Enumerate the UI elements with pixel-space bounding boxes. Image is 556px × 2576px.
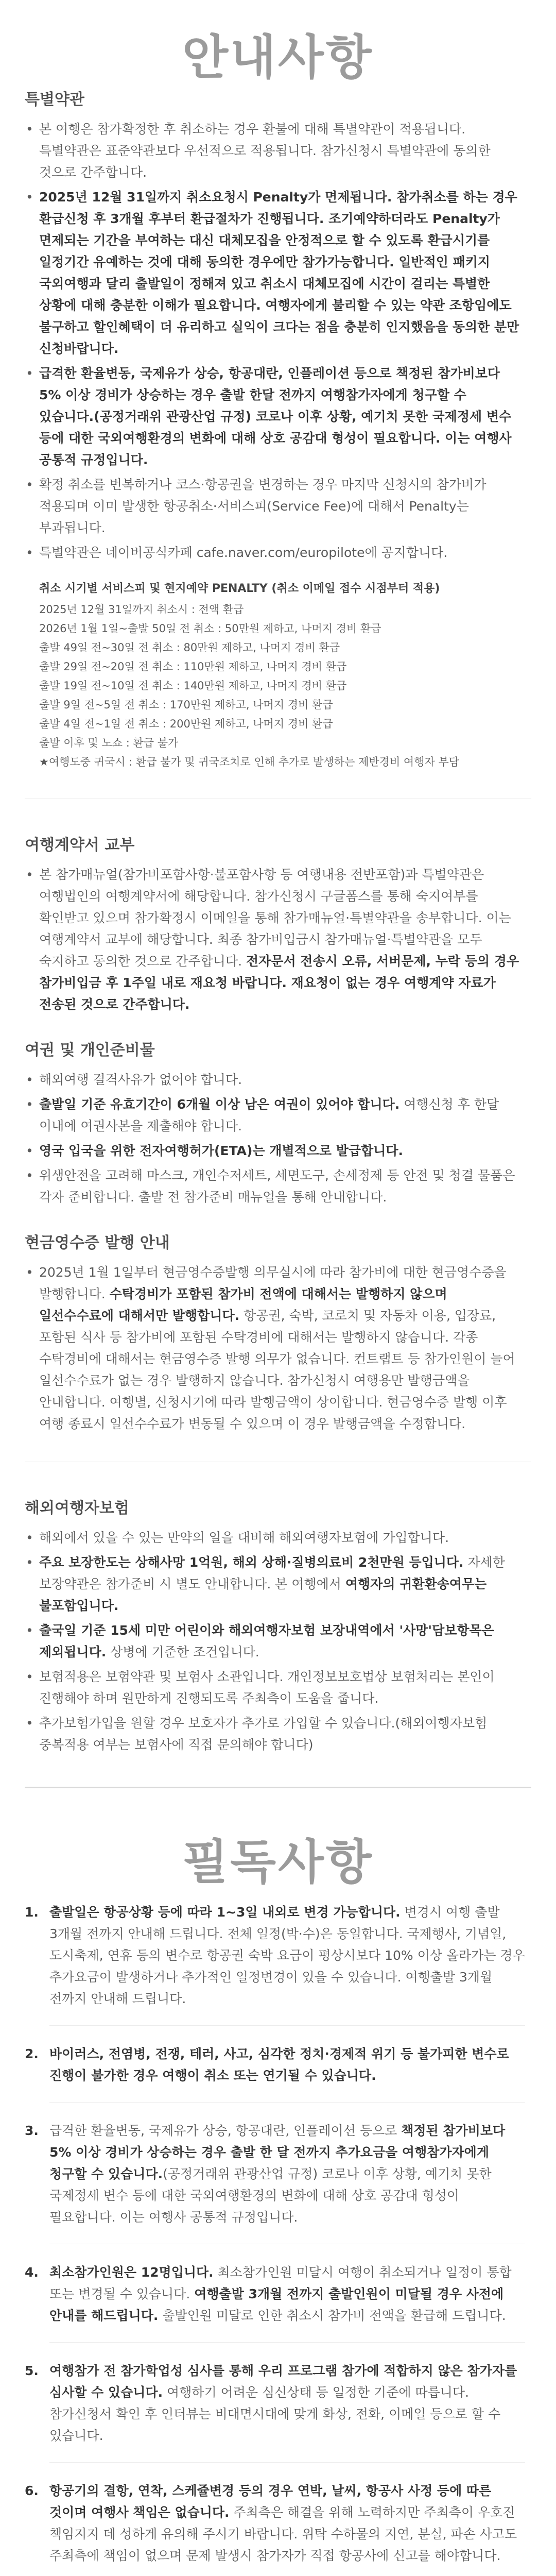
list-item: 4. 최소참가인원은 12명입니다. 최소참가인원 미달시 여행이 취소되거나 일정이 통합 또는 변경될 수 있습니다. 여행출발 3개월 전까지 출발인원이 미달될 경우 사전에 안내를 해드립니다. 출발인원 미달로 인한 취소시 참가비 전액을 환급해 드립니다.: [25, 2262, 525, 2343]
fee-row: 출발 9일 전~5일 전 취소 : 170만원 제하고, 나머지 경비 환급: [39, 699, 333, 711]
list-item: • 본 참가매뉴얼(참가비포함사항·불포함사항 등 여행내용 전반포함)과 특별약관은 여행법인의 여행계약서에 해당합니다. 참가신청시 구글폼스를 통해 숙지여부를 확인받고 있으며 참가확정시 이메일을 통해 참가매뉴얼·특별약관을 송부합니다. 이는 여행계약서 교부에 해당합니다. 최종 참가비입금시 참가매뉴얼·특별약관을 모두 숙지하고 동의한 것으로 간주합니다. 전자문서 전송시 오류, 서버문제, 누락 등의 경우 참가비입금 후 1주일 내로 재요청 바랍니다. 재요청이 없는 경우 여행계약 자료가 전송된 것으로 간주합니다.: [39, 864, 525, 1015]
insurance-section: [0, 1495, 556, 1756]
passport-section: [0, 1037, 556, 1208]
list-item: • 추가보험가입을 원할 경우 보호자가 추가로 가입할 수 있습니다.(해외여행자보험 중복적용 여부는 보험사에 직접 문의해야 합니다): [39, 1713, 525, 1756]
contract-list: [25, 864, 525, 1015]
fee-row: 출발 29일 전~20일 전 취소 : 110만원 제하고, 나머지 경비 환급: [39, 660, 347, 673]
special-terms-list: [25, 118, 525, 564]
required-list: [25, 1902, 525, 2576]
passport-heading: 여권 및 개인준비물: [25, 1041, 155, 1059]
fee-row: 2025년 12월 31일까지 취소시 : 전액 환급: [39, 603, 244, 616]
list-item: • 주요 보장한도는 상해사망 1억원, 해외 상해·질병의료비 2천만원 등입니다. 자세한 보장약관은 참가준비 시 별도 안내합니다. 본 여행에서 여행자의 귀환환송여무는 불포함입니다.: [39, 1552, 525, 1617]
item-divider: [49, 2462, 525, 2463]
list-item: • 확정 취소를 번복하거나 코스·항공권을 변경하는 경우 마지막 신청시의 참가비가 적용되며 이미 발생한 항공취소·서비스피(Service Fee)에 대해서 Penalty는 부과됩니다.: [39, 474, 525, 539]
list-item: • 해외에서 있을 수 있는 만약의 일을 대비해 해외여행자보험에 가입합니다.: [39, 1527, 525, 1549]
list-item: 1. 출발일은 항공상황 등에 따라 1~3일 내외로 변경 가능합니다. 변경시 여행 출발 3개월 전까지 안내해 드립니다. 전체 일정(박·수)은 동일합니다. 국제행사, 기념일, 도시축제, 연휴 등의 변수로 항공권 숙박 요금이 평상시보다 10% 이상 올라가는 경우 추가요금이 발생하거나 추가적인 일정변경이 있을 수 있습니다. 여행출발 3개월 전까지 안내해 드립니다.: [25, 1902, 525, 2026]
fee-row: 출발 이후 및 노쇼 : 환급 불가: [39, 737, 179, 749]
receipt-heading: 현금영수증 발행 안내: [25, 1234, 170, 1252]
list-item: • 해외여행 결격사유가 없어야 합니다.: [39, 1069, 525, 1091]
fee-row: 출발 19일 전~10일 전 취소 : 140만원 제하고, 나머지 경비 환급: [39, 680, 347, 692]
fee-row: 출발 4일 전~1일 전 취소 : 200만원 제하고, 나머지 경비 환급: [39, 718, 333, 730]
list-item: • 2025년 12월 31일까지 취소요청시 Penalty가 면제됩니다. 참가취소를 하는 경우 환급신청 후 3개월 후부터 환급절차가 진행됩니다. 조기예약하더라도 Penalty가 면제되는 기간을 부여하는 대신 대체모집을 안정적으로 할 수 있도록 환급시기를 일정기간 유예하는 것에 대해 동의한 경우에만 참가가능합니다. 일반적인 패키지 국외여행과 달리 출발일이 정해져 있고 취소시 대체모집에 시간이 걸리는 특별한 상황에 대해 충분한 이해가 필요합니다. 여행자에게 불리할 수 있는 약관 조항임에도 불구하고 할인혜택이 더 유리하고 실익이 크다는 점을 충분히 인지했음을 동의한 분만 신청바랍니다.: [39, 187, 525, 360]
item-divider: [49, 2102, 525, 2103]
receipt-section: [0, 1230, 556, 1435]
passport-list: [25, 1069, 525, 1208]
fee-row: 2026년 1월 1일~출발 50일 전 취소 : 50만원 제하고, 나머지 경비 환급: [39, 622, 381, 635]
fee-row: 출발 49일 전~30일 전 취소 : 80만원 제하고, 나머지 경비 환급: [39, 641, 340, 654]
fee-row: ★여행도중 귀국시 : 환급 불가 및 귀국조치로 인해 추가로 발생하는 제반경비 여행자 부담: [39, 756, 460, 768]
cancellation-fee-table: [25, 579, 525, 772]
list-item: • 출국일 기준 15세 미만 어린이와 해외여행자보험 보장내역에서 '사망'담보항목은 제외됩니다. 상병에 기준한 조건입니다.: [39, 1620, 525, 1663]
insurance-list: [25, 1527, 525, 1756]
list-item: • 출발일 기준 유효기간이 6개월 이상 남은 여권이 있어야 합니다. 여행신청 후 한달 이내에 여권사본을 제출해야 합니다.: [39, 1094, 525, 1137]
contract-section: [0, 832, 556, 1015]
item-divider: [49, 2342, 525, 2343]
list-item: • 보험적용은 보험약관 및 보험사 소관입니다. 개인정보보호법상 보험처리는 본인이 진행해야 하며 원만하게 진행되도록 주최측이 도움을 줍니다.: [39, 1666, 525, 1709]
list-item: 2. 바이러스, 전염병, 전쟁, 테러, 사고, 심각한 정치·경제적 위기 등 불가피한 변수로 진행이 불가한 경우 여행이 취소 또는 연기될 수 있습니다.: [25, 2043, 525, 2103]
receipt-list: [25, 1262, 525, 1435]
item-divider: [49, 2025, 525, 2026]
list-item: • 특별약관은 네이버공식카페 cafe.naver.com/europilote에 공지합니다.: [39, 542, 525, 564]
contract-heading: 여행계약서 교부: [25, 836, 135, 854]
list-item: 5. 여행참가 전 참가학업성 심사를 통해 우리 프로그램 참가에 적합하지 않은 참가자를 심사할 수 있습니다. 여행하기 어려운 심신상태 등 일정한 기준에 따릅니다. 참가신청서 확인 후 인터뷰는 비대면시대에 맞게 화상, 전화, 이메일 등으로 할 수 있습니다.: [25, 2360, 525, 2463]
notice-title: 안내사항: [182, 30, 374, 85]
special-terms-heading: 특별약관: [25, 91, 84, 109]
required-title: 필독사항: [182, 1835, 374, 1890]
special-terms-section: [0, 87, 556, 772]
list-item: • 본 여행은 참가확정한 후 취소하는 경우 환불에 대해 특별약관이 적용됩니다. 특별약관은 표준약관보다 우선적으로 적용됩니다. 참가신청시 특별약관에 동의한 것으로 간주합니다.: [39, 118, 525, 183]
list-item: 3. 급격한 환율변동, 국제유가 상승, 항공대란, 인플레이션 등으로 책정된 참가비보다 5% 이상 경비가 상승하는 경우 출발 한 달 전까지 추가요금을 여행참가자에게 청구할 수 있습니다.(공정거래위 관광산업 규정) 코로나 이후 상황, 예기치 못한 국제정세 변수 등에 대한 국외여행환경의 변화에 대해 상호 공감대 형성이 필요합니다. 이는 여행사 공통적 규정입니다.: [25, 2120, 525, 2244]
list-item: • 2025년 1월 1일부터 현금영수증발행 의무실시에 따라 참가비에 대한 현금영수증을 발행합니다. 수탁경비가 포함된 참가비 전액에 대해서는 발행하지 않으며 일선수수료에 대해서만 발행합니다. 항공권, 숙박, 코로치 및 자동차 이용, 입장료, 포함된 식사 등 참가비에 포함된 수탁경비에 대해서는 발행하지 않습니다. 각종 수탁경비에 대해서는 현금영수증 발행 의무가 없습니다. 컨트랩트 등 참가인원이 늘어 일선수수료가 없는 경우 발행하지 않습니다. 참가신청시 여행용만 발행금액을 안내합니다. 여행별, 신청시기에 따라 발행금액이 상이합니다. 현금영수증 발행 이후 여행 종료시 일선수수료가 변동될 수 있으며 이 경우 발행금액을 수정합니다.: [39, 1262, 525, 1435]
list-item: • 위생안전을 고려해 마스크, 개인수저세트, 세면도구, 손세정제 등 안전 및 청결 물품은 각자 준비합니다. 출발 전 참가준비 매뉴얼을 통해 안내합니다.: [39, 1165, 525, 1208]
fee-table-title: 취소 시기별 서비스피 및 현지예약 PENALTY (취소 이메일 접수 시점부터 적용): [39, 582, 440, 595]
insurance-heading: 해외여행자보험: [25, 1499, 129, 1517]
list-item: • 영국 입국을 위한 전자여행허가(ETA)는 개별적으로 발급합니다.: [39, 1140, 525, 1162]
list-item: • 급격한 환율변동, 국제유가 상승, 항공대란, 인플레이션 등으로 책정된 참가비보다 5% 이상 경비가 상승하는 경우 출발 한달 전까지 여행참가자에게 청구할 수 있습니다.(공정거래위 관광산업 규정) 코로나 이후 상황, 예기치 못한 국제정세 변수 등에 대한 국외여행환경의 변화에 대해 상호 공감대 형성이 필요합니다. 이는 여행사 공통적 규정입니다.: [39, 363, 525, 471]
list-item: 6. 항공기의 결항, 연착, 스케쥴변경 등의 경우 연박, 날씨, 항공사 사정 등에 따른 것이며 여행사 책임은 없습니다. 주최측은 해결을 위해 노력하지만 주최측이 우호진 책임지지 데 성하게 유의해 주시기 바랍니다. 위탁 수하물의 지연, 분실, 파손 사고도 주최측에 책임이 없으며 문제 발생시 참가자가 직접 항공사에 신고를 해야합니다.: [25, 2483, 517, 2563]
